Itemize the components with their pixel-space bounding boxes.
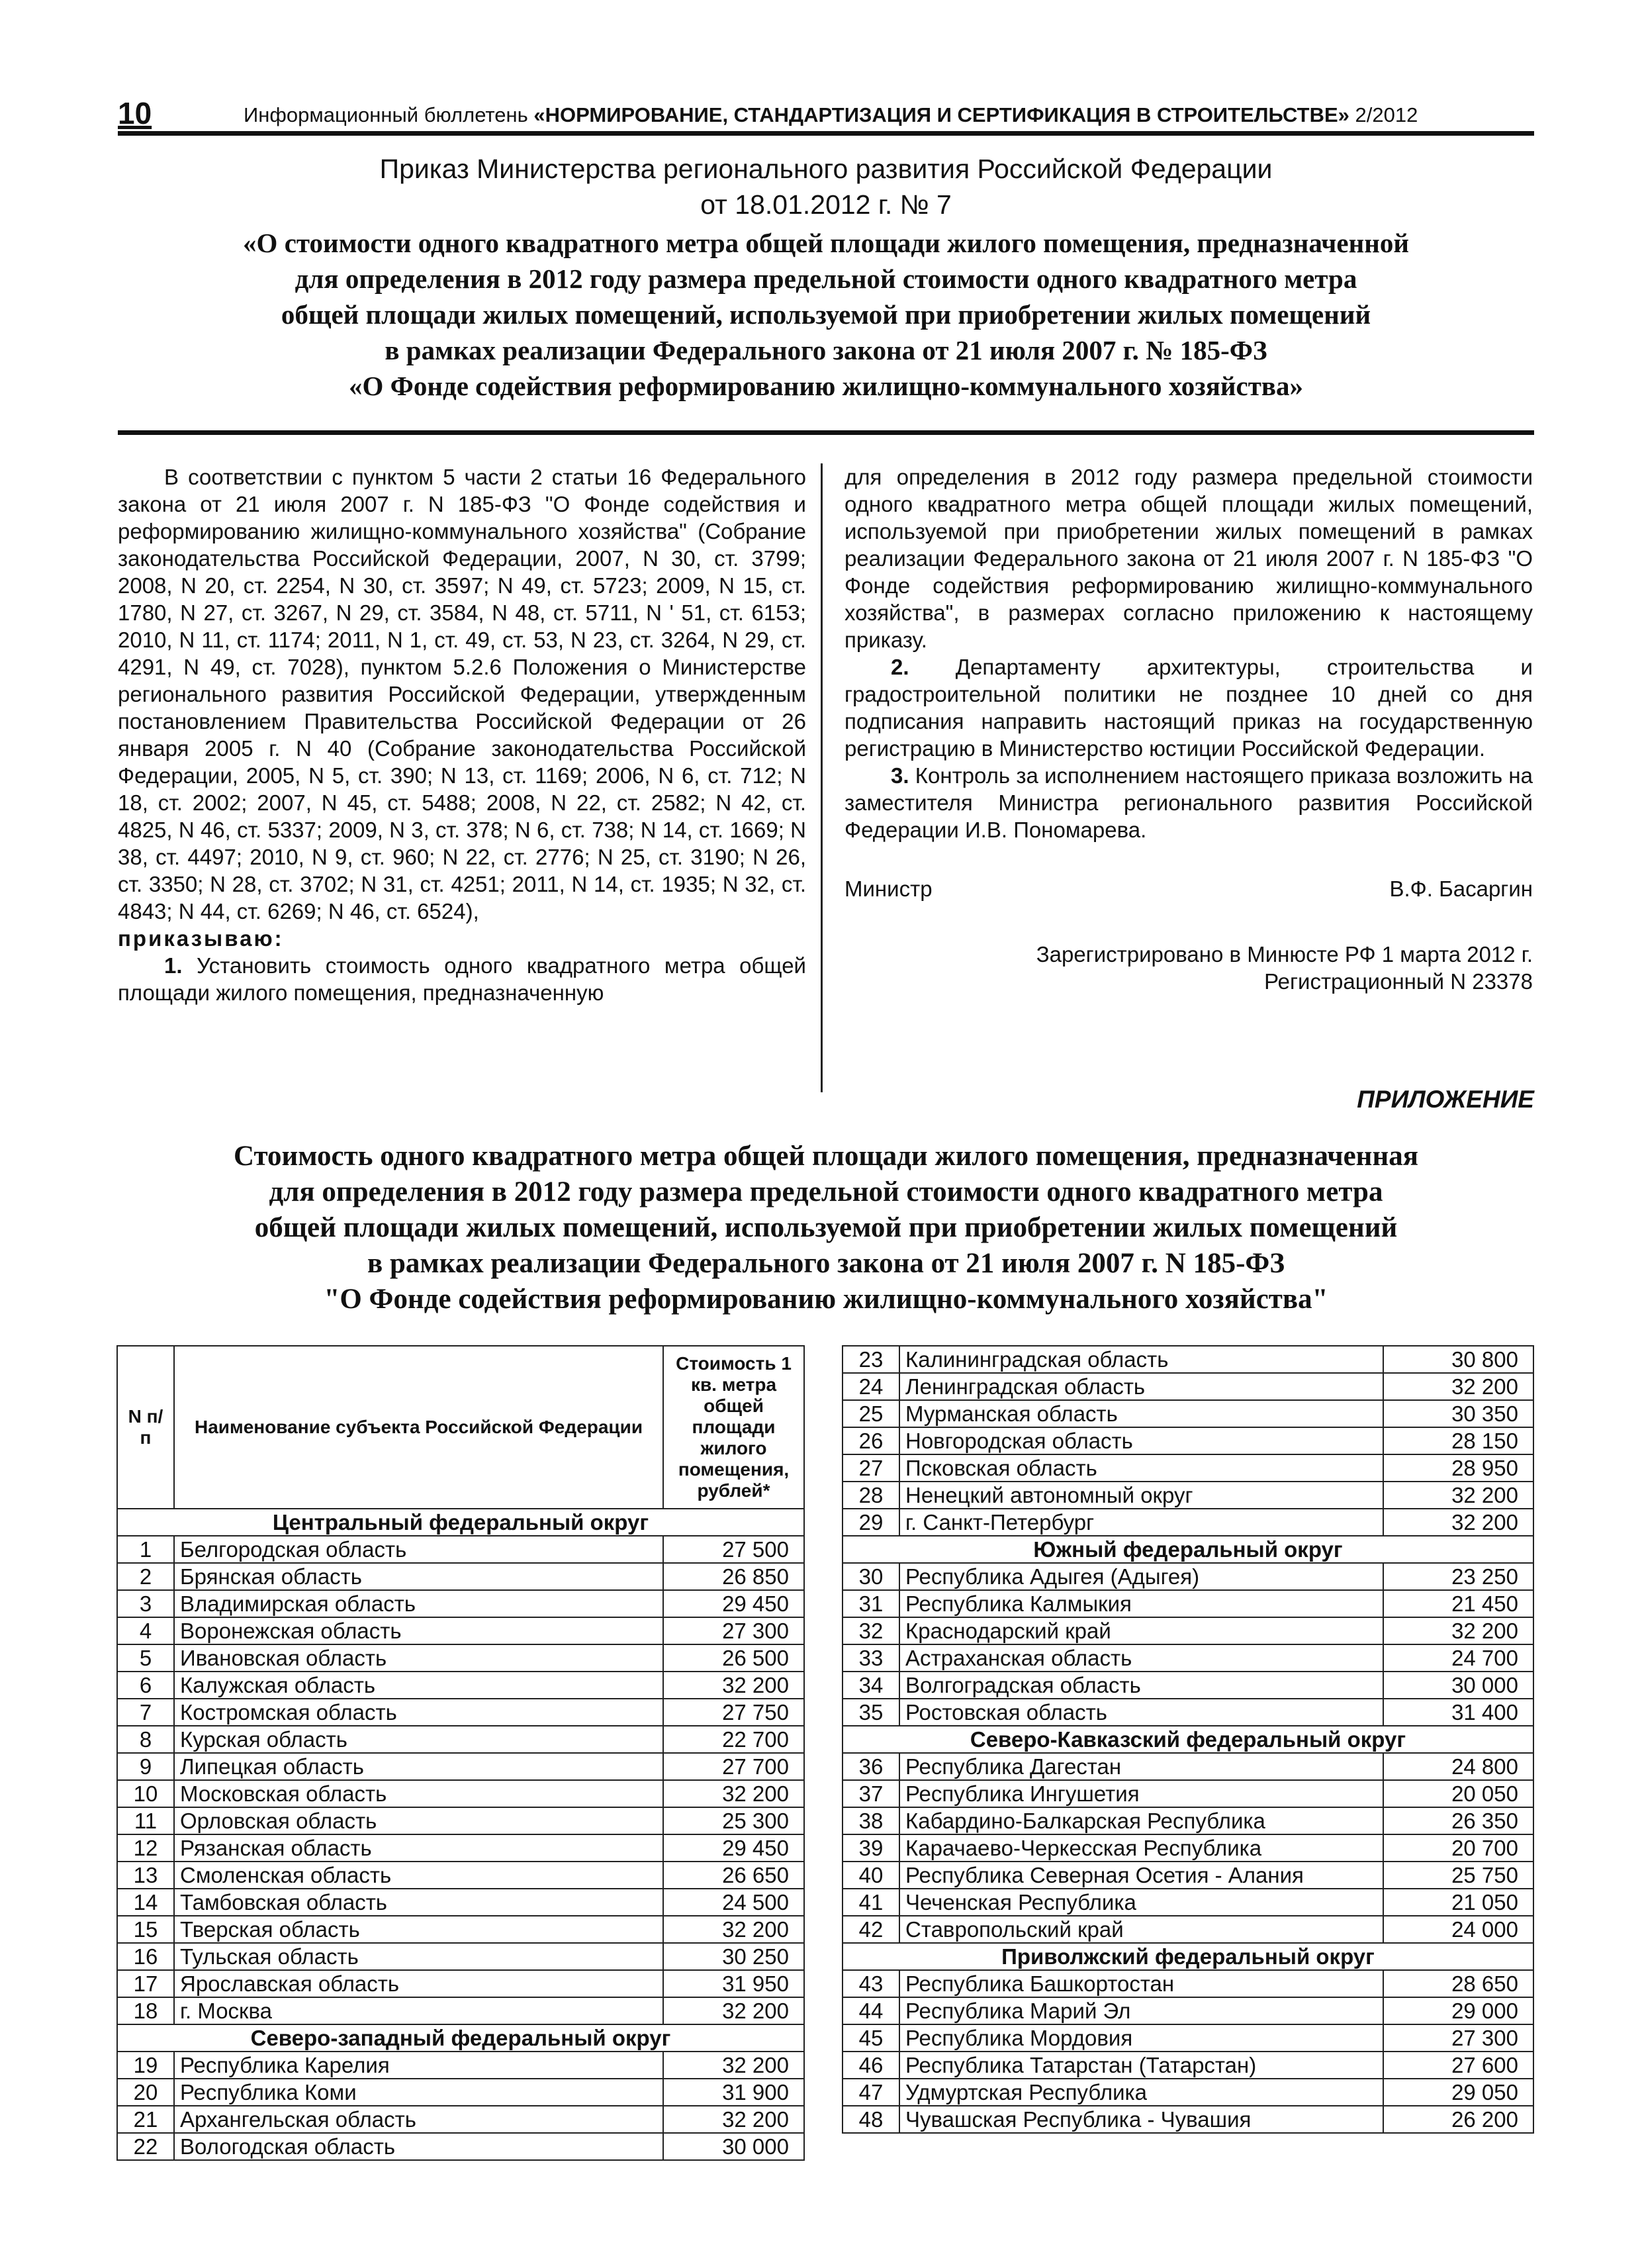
order-subject: «О стоимости одного квадратного метра общей площади жилого помещения, предназначенной для определения в 2012 году размера предельной стоимости одного квадратного метра общей площади жилых помещений, используемой при приобретении жилых помещений в рамках реализации Федерального закона от 21 июля 2007 г. № 185-ФЗ «О Фонде содействия реформированию жилищно-коммунального хозяйства» (243, 228, 1409, 401)
row-number: 35 (843, 1699, 899, 1726)
table-row (843, 1482, 1533, 1509)
region-name: Смоленская область (174, 1862, 663, 1889)
table-row (843, 1617, 1533, 1644)
region-name: Республика Северная Осетия - Алания (899, 1862, 1383, 1889)
region-name: Новгородская область (899, 1427, 1383, 1454)
minister-label: Министр (844, 876, 933, 901)
cost-value: 32 200 (663, 2052, 804, 2079)
table-row (117, 2133, 804, 2160)
region-name: Архангельская область (174, 2106, 663, 2133)
region-name: Рязанская область (174, 1834, 663, 1862)
row-number: 36 (843, 1753, 899, 1780)
cost-value: 23 250 (1383, 1563, 1533, 1590)
preamble-paragraph: В соответствии с пунктом 5 части 2 статьи 16 Федерального закона от 21 июля 2007 г. N 185-ФЗ "О Фонде содействия и реформированию жилищно-коммунального хозяйства" (Собрание законодательства Российской Федерации, 2007, N 30, ст. 3799; 2008, N 20, ст. 2254, N 30, ст. 3597; N 49, ст. 5723; 2009, N 15, ст. 1780, N 27, ст. 3267, N 29, ст. 3584, N 48, ст. 5711, N ' 51, ст. 6153; 2010, N 11, ст. 1174; 2011, N 1, ст. 49, ст. 53, N 23, ст. 3264, N 29, ст. 4291, N 49, ст. 7028), пунктом 5.2.6 Положения о Министерстве регионального развития Российской Федерации, утвержденным постановлением Правительства Российской Федерации от 26 января 2005 г. N 40 (Собрание законодательства Российской Федерации, 2005, N 5, ст. 390; N 13, ст. 1169; 2006, N 6, ст. 712; N 18, ст. 2002; 2007, N 45, ст. 5488; 2008, N 22, ст. 2582; N 42, ст. 4825, N 46, ст. 5337; 2009, N 3, ст. 378; N 6, ст. 738; N 14, ст. 1669; N 38, ст. 4497; 2010, N 9, ст. 960; N 22, ст. 2776; N 25, ст. 3190; N 26, ст. 3350; N 28, ст. 3702; N 31, ст. 4251; 2011, N 14, ст. 1935; N 32, ст. 4843; N 44, ст. 6269; N 46, ст. 6524), (118, 465, 806, 923)
item-2: 2. Департаменту архитектуры, строительства и градостроительной политики не позднее 10 дней со дня подписания направить настоящий приказ на государственную регистрацию в Министерство юстиции Российской Федерации. (844, 655, 1533, 761)
region-name: Республика Адыгея (Адыгея) (899, 1563, 1383, 1590)
region-name: Республика Дагестан (899, 1753, 1383, 1780)
table-row (843, 1373, 1533, 1400)
region-name: Республика Калмыкия (899, 1590, 1383, 1617)
row-number: 7 (117, 1699, 174, 1726)
cost-value: 27 600 (1383, 2052, 1533, 2079)
table-row (117, 1970, 804, 1997)
cost-value: 25 300 (663, 1807, 804, 1834)
cost-value: 32 200 (1383, 1482, 1533, 1509)
column-header-cost: Стоимость 1 кв. метра общей площади жилого помещения, рублей* (663, 1346, 804, 1509)
row-number: 18 (117, 1997, 174, 2024)
region-name: Республика Татарстан (Татарстан) (899, 2052, 1383, 2079)
table-row (117, 2079, 804, 2106)
row-number: 4 (117, 1617, 174, 1644)
table-row (843, 1672, 1533, 1699)
row-number: 21 (117, 2106, 174, 2133)
federal-district-heading: Южный федеральный округ (843, 1536, 1533, 1563)
table-row (117, 1753, 804, 1780)
table-row (117, 1672, 804, 1699)
table-row (843, 1346, 1533, 1373)
region-name: Ленинградская область (899, 1373, 1383, 1400)
row-number: 34 (843, 1672, 899, 1699)
cost-value: 25 750 (1383, 1862, 1533, 1889)
registration-info: Зарегистрировано в Минюсте РФ 1 марта 2012 г. Регистрационный N 23378 (1036, 942, 1533, 994)
table-row (117, 1862, 804, 1889)
federal-district-heading: Центральный федеральный округ (117, 1509, 804, 1536)
cost-value: 27 750 (663, 1699, 804, 1726)
region-name: Ярославская область (174, 1970, 663, 1997)
table-row (843, 1916, 1533, 1943)
cost-value: 29 050 (1383, 2079, 1533, 2106)
table-row (117, 1834, 804, 1862)
cost-value: 29 000 (1383, 1997, 1533, 2024)
order-date: от 18.01.2012 г. № 7 (700, 189, 952, 220)
table-row (117, 1536, 804, 1563)
table-row (117, 1617, 804, 1644)
cost-value: 27 300 (663, 1617, 804, 1644)
table-row (843, 1644, 1533, 1672)
table-row (843, 1590, 1533, 1617)
table-row (117, 1943, 804, 1970)
table-row (117, 1644, 804, 1672)
region-name: Мурманская область (899, 1400, 1383, 1427)
table-row (843, 1400, 1533, 1427)
cost-value: 26 650 (663, 1862, 804, 1889)
table-row (117, 1590, 804, 1617)
body-left-column (118, 463, 806, 1006)
region-name: Костромская область (174, 1699, 663, 1726)
appendix-title: Стоимость одного квадратного метра общей площади жилого помещения, предназначенная для определения в 2012 году размера предельной стоимости одного квадратного метра общей площади жилых помещений, используемой при приобретении жилых помещений в рамках реализации Федерального закона от 21 июля 2007 г. N 185-ФЗ "О Фонде содействия реформированию жилищно-коммунального хозяйства" (233, 1141, 1418, 1315)
row-number: 39 (843, 1834, 899, 1862)
table-row (843, 1427, 1533, 1454)
table-row (843, 1780, 1533, 1807)
cost-value: 21 450 (1383, 1590, 1533, 1617)
region-name: Кабардино-Балкарская Республика (899, 1807, 1383, 1834)
table-row (843, 1563, 1533, 1590)
cost-value: 32 200 (1383, 1373, 1533, 1400)
row-number: 15 (117, 1916, 174, 1943)
cost-value: 24 800 (1383, 1753, 1533, 1780)
region-name: Волгоградская область (899, 1672, 1383, 1699)
table-row (117, 2052, 804, 2079)
region-name: Ивановская область (174, 1644, 663, 1672)
table-section-row (843, 1726, 1533, 1753)
cost-value: 24 500 (663, 1889, 804, 1916)
table-row (843, 2024, 1533, 2052)
row-number: 38 (843, 1807, 899, 1834)
row-number: 47 (843, 2079, 899, 2106)
federal-district-heading: Северо-западный федеральный округ (117, 2024, 804, 2052)
region-name: Тульская область (174, 1943, 663, 1970)
row-number: 6 (117, 1672, 174, 1699)
cost-value: 28 650 (1383, 1970, 1533, 1997)
cost-value: 30 800 (1383, 1346, 1533, 1373)
row-number: 5 (117, 1644, 174, 1672)
table-row (117, 1726, 804, 1753)
region-name: Республика Марий Эл (899, 1997, 1383, 2024)
cost-table-left (116, 1345, 805, 2161)
region-name: Орловская область (174, 1807, 663, 1834)
region-name: Республика Карелия (174, 2052, 663, 2079)
item-1-start: 1. Установить стоимость одного квадратного метра общей площади жилого помещения, предназначенную (118, 953, 806, 1005)
region-name: Брянская область (174, 1563, 663, 1590)
cost-value: 29 450 (663, 1834, 804, 1862)
region-name: Чеченская Республика (899, 1889, 1383, 1916)
row-number: 2 (117, 1563, 174, 1590)
item-3: 3. Контроль за исполнением настоящего приказа возложить на заместителя Министра регионального развития Российской Федерации И.В. Пономарева. (844, 763, 1533, 842)
cost-value: 30 000 (663, 2133, 804, 2160)
row-number: 13 (117, 1862, 174, 1889)
region-name: г. Москва (174, 1997, 663, 2024)
row-number: 14 (117, 1889, 174, 1916)
row-number: 8 (117, 1726, 174, 1753)
table-row (117, 1699, 804, 1726)
table-row (843, 1970, 1533, 1997)
row-number: 10 (117, 1780, 174, 1807)
row-number: 46 (843, 2052, 899, 2079)
cost-value: 28 950 (1383, 1454, 1533, 1482)
federal-district-heading: Приволжский федеральный округ (843, 1943, 1533, 1970)
region-name: Чувашская Республика - Чувашия (899, 2106, 1383, 2133)
table-row (117, 1889, 804, 1916)
row-number: 30 (843, 1563, 899, 1590)
region-name: Краснодарский край (899, 1617, 1383, 1644)
cost-value: 32 200 (663, 1997, 804, 2024)
cost-value: 31 900 (663, 2079, 804, 2106)
table-row (117, 1807, 804, 1834)
region-name: Ставропольский край (899, 1916, 1383, 1943)
table-row (117, 1563, 804, 1590)
region-name: Карачаево-Черкесская Республика (899, 1834, 1383, 1862)
cost-value: 30 000 (1383, 1672, 1533, 1699)
order-word: приказываю: (118, 926, 284, 951)
row-number: 33 (843, 1644, 899, 1672)
table-section-row (843, 1536, 1533, 1563)
body-right-column (844, 463, 1533, 995)
cost-value: 22 700 (663, 1726, 804, 1753)
table-row (843, 1807, 1533, 1834)
page-number: 10 (118, 96, 152, 130)
federal-district-heading: Северо-Кавказский федеральный округ (843, 1726, 1533, 1753)
table-row (843, 2106, 1533, 2133)
cost-value: 20 050 (1383, 1780, 1533, 1807)
row-number: 28 (843, 1482, 899, 1509)
region-name: Вологодская область (174, 2133, 663, 2160)
cost-value: 28 150 (1383, 1427, 1533, 1454)
cost-value: 27 300 (1383, 2024, 1533, 2052)
table-row (843, 2052, 1533, 2079)
cost-value: 32 200 (663, 1672, 804, 1699)
region-name: Белгородская область (174, 1536, 663, 1563)
table-section-row (843, 1943, 1533, 1970)
item-1-continued: для определения в 2012 году размера предельной стоимости одного квадратного метра общей площади жилых помещений, используемой при приобретении жилых помещений в рамках реализации Федерального закона от 21 июля 2007 г. N 185-ФЗ "О Фонде содействия реформированию жилищно-коммунального хозяйства", в размерах согласно приложению к настоящему приказу. (844, 465, 1533, 652)
order-title: Приказ Министерства регионального развития Российской Федерации (379, 154, 1273, 184)
cost-value: 32 200 (663, 1780, 804, 1807)
row-number: 42 (843, 1916, 899, 1943)
region-name: Владимирская область (174, 1590, 663, 1617)
table-row (117, 1997, 804, 2024)
table-row (843, 1834, 1533, 1862)
column-divider (821, 463, 823, 1092)
row-number: 17 (117, 1970, 174, 1997)
row-number: 40 (843, 1862, 899, 1889)
region-name: Тамбовская область (174, 1889, 663, 1916)
region-name: Республика Коми (174, 2079, 663, 2106)
row-number: 48 (843, 2106, 899, 2133)
region-name: Воронежская область (174, 1617, 663, 1644)
cost-value: 32 200 (1383, 1617, 1533, 1644)
cost-value: 30 350 (1383, 1400, 1533, 1427)
region-name: Тверская область (174, 1916, 663, 1943)
appendix-label: ПРИЛОЖЕНИЕ (1357, 1086, 1534, 1113)
cost-value: 27 700 (663, 1753, 804, 1780)
row-number: 26 (843, 1427, 899, 1454)
cost-value: 26 350 (1383, 1807, 1533, 1834)
cost-value: 32 200 (1383, 1509, 1533, 1536)
table-row (117, 1916, 804, 1943)
region-name: г. Санкт-Петербург (899, 1509, 1383, 1536)
cost-value: 26 850 (663, 1563, 804, 1590)
cost-value: 26 200 (1383, 2106, 1533, 2133)
row-number: 44 (843, 1997, 899, 2024)
row-number: 20 (117, 2079, 174, 2106)
cost-value: 24 000 (1383, 1916, 1533, 1943)
table-row (843, 1889, 1533, 1916)
table-row (843, 1997, 1533, 2024)
region-name: Удмуртская Республика (899, 2079, 1383, 2106)
row-number: 32 (843, 1617, 899, 1644)
table-section-row (117, 2024, 804, 2052)
bulletin-title: Информационный бюллетень «НОРМИРОВАНИЕ, СТАНДАРТИЗАЦИЯ И СЕРТИФИКАЦИЯ В СТРОИТЕЛЬСТВЕ» 2/2012 (244, 103, 1418, 126)
cost-value: 32 200 (663, 2106, 804, 2133)
cost-value: 20 700 (1383, 1834, 1533, 1862)
row-number: 22 (117, 2133, 174, 2160)
row-number: 16 (117, 1943, 174, 1970)
region-name: Астраханская область (899, 1644, 1383, 1672)
cost-value: 24 700 (1383, 1644, 1533, 1672)
row-number: 19 (117, 2052, 174, 2079)
row-number: 23 (843, 1346, 899, 1373)
region-name: Московская область (174, 1780, 663, 1807)
cost-value: 27 500 (663, 1536, 804, 1563)
row-number: 9 (117, 1753, 174, 1780)
signature-line (844, 875, 1533, 902)
region-name: Калининградская область (899, 1346, 1383, 1373)
row-number: 41 (843, 1889, 899, 1916)
cost-value: 21 050 (1383, 1889, 1533, 1916)
region-name: Псковская область (899, 1454, 1383, 1482)
cost-value: 31 400 (1383, 1699, 1533, 1726)
cost-value: 32 200 (663, 1916, 804, 1943)
cost-table-right (842, 1345, 1534, 2134)
table-row (843, 1699, 1533, 1726)
region-name: Ненецкий автономный округ (899, 1482, 1383, 1509)
region-name: Курская область (174, 1726, 663, 1753)
table-row (843, 2079, 1533, 2106)
row-number: 45 (843, 2024, 899, 2052)
order-heading (118, 151, 1534, 404)
table-row (117, 1780, 804, 1807)
region-name: Республика Ингушетия (899, 1780, 1383, 1807)
column-header-region: Наименование субъекта Российской Федерации (174, 1346, 663, 1509)
row-number: 24 (843, 1373, 899, 1400)
cost-value: 29 450 (663, 1590, 804, 1617)
row-number: 27 (843, 1454, 899, 1482)
row-number: 25 (843, 1400, 899, 1427)
running-header (118, 87, 1534, 136)
column-header-number: N п/п (117, 1346, 174, 1509)
row-number: 12 (117, 1834, 174, 1862)
table-section-row (117, 1509, 804, 1536)
region-name: Липецкая область (174, 1753, 663, 1780)
row-number: 29 (843, 1509, 899, 1536)
region-name: Республика Мордовия (899, 2024, 1383, 2052)
cost-value: 26 500 (663, 1644, 804, 1672)
table-row (843, 1862, 1533, 1889)
row-number: 11 (117, 1807, 174, 1834)
table-row (117, 2106, 804, 2133)
row-number: 43 (843, 1970, 899, 1997)
table-row (843, 1454, 1533, 1482)
table-row (843, 1509, 1533, 1536)
row-number: 1 (117, 1536, 174, 1563)
heading-rule (118, 430, 1534, 435)
cost-value: 30 250 (663, 1943, 804, 1970)
row-number: 3 (117, 1590, 174, 1617)
minister-name: В.Ф. Басаргин (1389, 876, 1533, 901)
region-name: Калужская область (174, 1672, 663, 1699)
row-number: 31 (843, 1590, 899, 1617)
cost-value: 31 950 (663, 1970, 804, 1997)
row-number: 37 (843, 1780, 899, 1807)
region-name: Республика Башкортостан (899, 1970, 1383, 1997)
table-row (843, 1753, 1533, 1780)
region-name: Ростовская область (899, 1699, 1383, 1726)
